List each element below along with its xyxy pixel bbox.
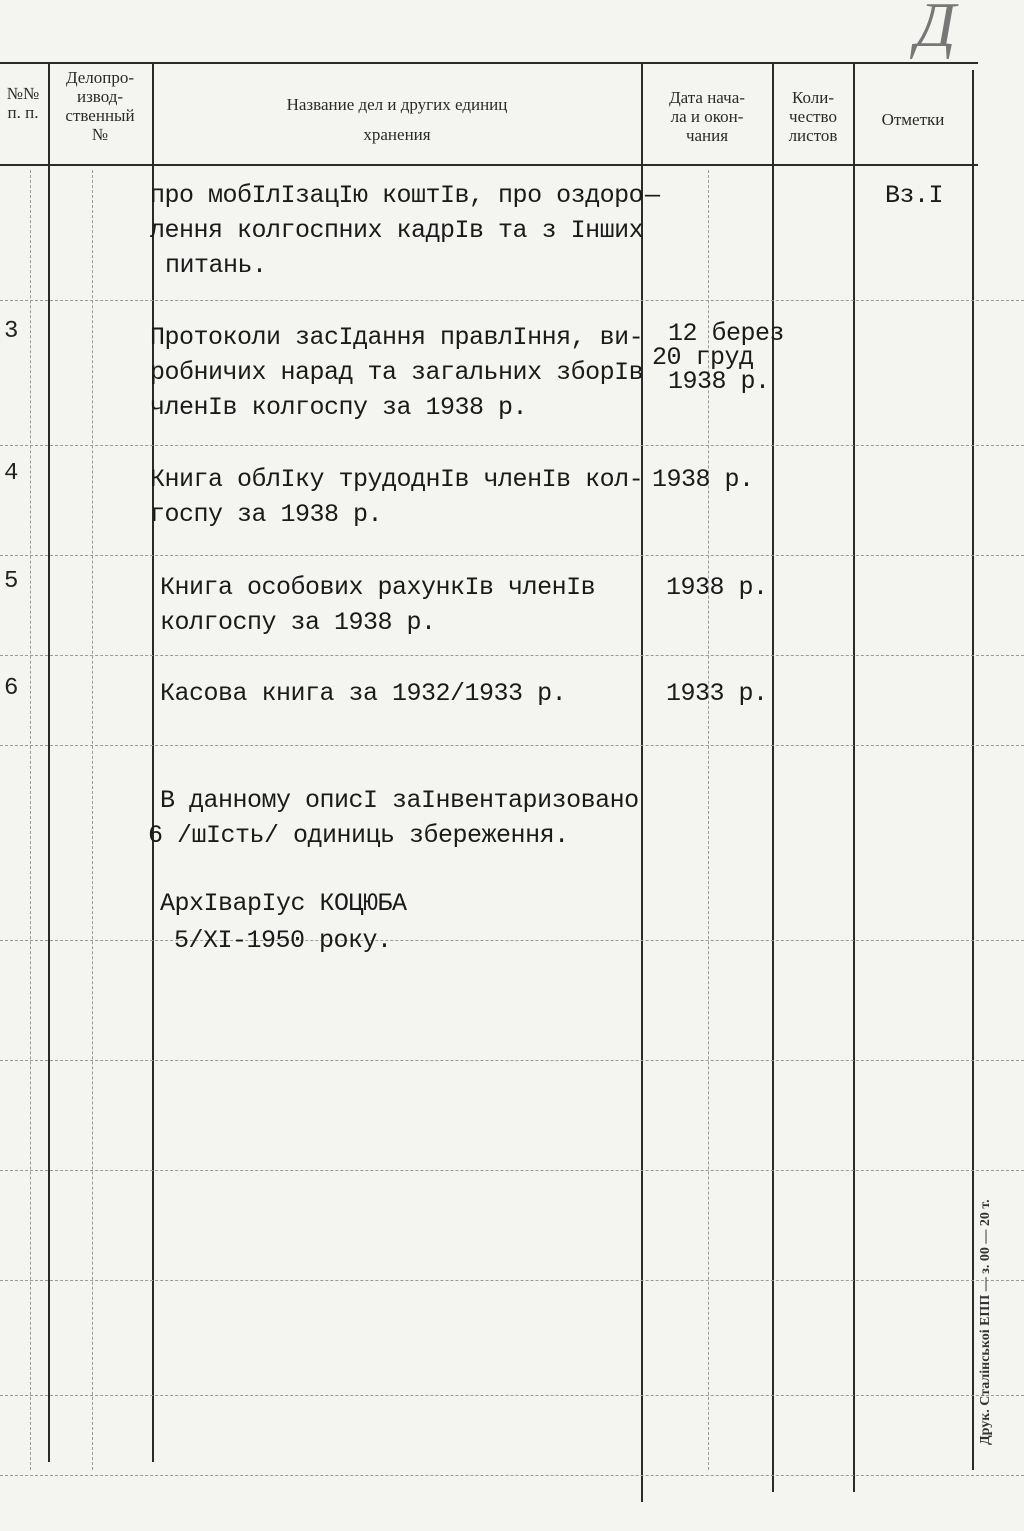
row-2-title-line-3: членIв колгоспу за 1938 р. — [150, 393, 528, 422]
column-divider-6 — [972, 70, 974, 1470]
column-divider-1 — [48, 62, 50, 1462]
ruling-line — [0, 1170, 1024, 1171]
printer-imprint: Друк. Сталiнськоi ЕПП — з. 00 — 20 т. — [978, 1199, 993, 1445]
header-notes: Отметки — [881, 110, 945, 129]
row-5-title-line-1: Касова книга за 1932/1933 р. — [160, 679, 567, 708]
row-2-title-line-2: робничих нарад та загальних зборIв — [150, 358, 644, 387]
header-sheet-count: Коли- чество листов — [788, 88, 838, 145]
row-4-dates: 1938 р. — [666, 573, 768, 602]
row-2-title-line-1: Протоколи засIдання правлIння, ви- — [150, 323, 644, 352]
row-4-number: 5 — [4, 568, 19, 595]
ruling-line — [0, 445, 1024, 446]
row-4-title-line-1: Книга особових рахункIв членIв — [160, 573, 596, 602]
corner-handwritten-mark: Д — [915, 0, 956, 60]
signature-date: 5/ХI-1950 року. — [174, 926, 392, 955]
row-1-title-line-3: питань. — [165, 251, 267, 280]
row-3-number: 4 — [4, 460, 19, 487]
row-4-title-line-2: колгоспу за 1938 р. — [160, 608, 436, 637]
ruling-line — [0, 940, 1024, 941]
header-title: Название дел и других единиц хранения — [286, 95, 508, 144]
ruling-line — [0, 1395, 1024, 1396]
column-divider-4 — [772, 62, 774, 1492]
row-1-title-line-2: лення колгоспних кадрIв та з Iнших — [150, 216, 644, 245]
row-2-date-start: 12 берез — [668, 319, 785, 348]
row-1-dates: — — [645, 181, 660, 210]
header-item-number: №№ п. п. — [6, 84, 40, 122]
ruling-line — [30, 170, 31, 1470]
ruling-line — [0, 555, 1024, 556]
row-5-dates: 1933 р. — [666, 679, 768, 708]
row-2-number: 3 — [4, 318, 19, 345]
ruling-line — [0, 745, 1024, 746]
column-divider-2 — [152, 62, 154, 1462]
row-3-title-line-1: Книга облIку трудоднIв членIв кол- — [150, 465, 644, 494]
header-dates: Дата нача- ла и окон- чания — [669, 88, 745, 145]
row-1-notes: Вз.I — [885, 181, 944, 210]
summary-line-2: 6 /шIсть/ одиниць збереження. — [148, 821, 569, 850]
ruling-line — [0, 1060, 1024, 1061]
row-2-date-year: 1938 р. — [668, 367, 770, 396]
archivist-signature: АрхIварIус КОЦЮБА — [160, 889, 407, 918]
ruling-line — [0, 1280, 1024, 1281]
header-office-number: Делопро- извод- ственный № — [65, 68, 135, 144]
row-3-dates: 1938 р. — [652, 465, 754, 494]
column-divider-3 — [641, 62, 643, 1502]
row-1-title-line-1: про мобIлIзацIю коштIв, про оздоро — [150, 181, 644, 210]
row-5-number: 6 — [4, 675, 19, 702]
row-3-title-line-2: госпу за 1938 р. — [150, 500, 383, 529]
ruling-line — [0, 655, 1024, 656]
summary-line-1: В данному описI заIнвентаризовано — [160, 786, 639, 815]
row-2-date-end: 20 груд — [652, 343, 754, 372]
header-bottom-rule — [0, 164, 978, 166]
header-top-rule — [0, 62, 978, 64]
column-divider-5 — [853, 62, 855, 1492]
ruling-line — [0, 300, 1024, 301]
ruling-line — [92, 170, 93, 1470]
ruling-line — [0, 1475, 1024, 1476]
